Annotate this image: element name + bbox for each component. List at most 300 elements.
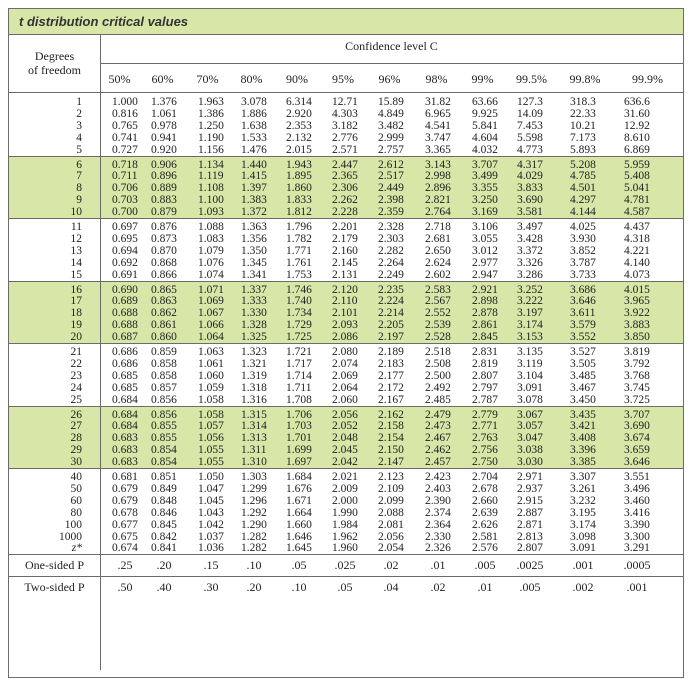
table-cell: 15.89 <box>378 96 404 108</box>
column-header: 95% <box>332 72 354 86</box>
table-cell: 3.143 <box>425 158 451 171</box>
table-cell: 2.189 <box>378 346 404 358</box>
table-cell: 4.604 <box>472 131 498 144</box>
table-cell: 1.664 <box>286 506 312 519</box>
table-cell: 3.707 <box>624 408 650 421</box>
two-sided-p-value: .005 <box>519 580 541 595</box>
table-cell: 0.686 <box>112 357 138 370</box>
table-cell: 3.690 <box>517 194 543 207</box>
table-cell: 3.505 <box>570 357 596 370</box>
table-cell: 2.447 <box>332 158 358 171</box>
table-cell: 7.453 <box>517 119 543 132</box>
table-cell: 3.497 <box>517 221 543 233</box>
table-cell: 2.359 <box>378 206 404 219</box>
table-cell: 0.694 <box>112 244 138 257</box>
table-cell: 1.895 <box>286 170 312 183</box>
table-cell: 12.71 <box>332 96 358 108</box>
one-sided-p-value: .0025 <box>516 558 544 573</box>
table-cell: 2.154 <box>378 432 404 445</box>
table-cell: 2.813 <box>517 530 543 543</box>
two-sided-p-value: .50 <box>117 580 133 595</box>
table-cell: 3.850 <box>624 331 650 344</box>
table-title: t distribution critical values <box>19 14 189 29</box>
table-cell: 2.081 <box>378 518 404 531</box>
table-cell: 3.551 <box>624 471 650 483</box>
table-cell: 2.624 <box>425 256 451 269</box>
table-cell: 2.779 <box>472 408 498 421</box>
table-cell: 3.182 <box>332 119 358 132</box>
table-cell: 3.499 <box>472 170 498 183</box>
table-cell: 4.015 <box>624 283 650 296</box>
table-cell: 2.539 <box>425 319 451 332</box>
table-cell: 2.390 <box>425 494 451 507</box>
table-cell: 2.080 <box>332 346 358 358</box>
table-cell: 2.845 <box>472 331 498 344</box>
table-cell: 5.041 <box>624 182 650 195</box>
df-cell: 16 <box>70 283 82 296</box>
table-cell: 2.937 <box>517 482 543 495</box>
table-cell: 3.055 <box>472 232 498 245</box>
table-cell: 3.135 <box>517 346 543 358</box>
table-cell: 2.626 <box>472 518 498 531</box>
df-cell: 26 <box>70 408 82 421</box>
table-cell: 4.501 <box>570 182 596 195</box>
table-cell: 2.861 <box>472 319 498 332</box>
table-cell: 14.09 <box>517 107 543 120</box>
table-cell: 1.323 <box>241 346 267 358</box>
df-cell: 18 <box>70 307 82 320</box>
df-cell: 14 <box>70 256 82 269</box>
table-cell: 2.485 <box>425 393 451 406</box>
table-cell: 0.697 <box>112 221 138 233</box>
table-cell: 3.252 <box>517 283 543 296</box>
table-cell: 2.602 <box>425 268 451 281</box>
table-cell: 1.100 <box>198 194 224 207</box>
table-cell: 0.684 <box>112 420 138 433</box>
table-cell: 2.374 <box>425 506 451 519</box>
table-cell: 2.353 <box>286 119 312 132</box>
table-cell: 3.460 <box>624 494 650 507</box>
table-cell: 3.527 <box>570 346 596 358</box>
df-cell: 80 <box>70 506 82 519</box>
table-cell: 0.690 <box>112 283 138 296</box>
table-cell: 3.416 <box>624 506 650 519</box>
table-cell: 3.768 <box>624 369 650 382</box>
table-cell: 3.030 <box>517 456 543 469</box>
table-cell: 1.740 <box>286 295 312 308</box>
df-cell: 21 <box>70 346 82 358</box>
table-cell: 2.639 <box>472 506 498 519</box>
table-cell: 1.886 <box>241 107 267 120</box>
table-cell: 3.091 <box>570 542 596 555</box>
table-cell: 2.750 <box>472 456 498 469</box>
table-cell: 0.681 <box>112 471 138 483</box>
table-cell: 2.009 <box>332 482 358 495</box>
table-cell: 3.291 <box>624 542 650 555</box>
table-cell: 2.398 <box>378 194 404 207</box>
df-cell: 2 <box>76 107 82 120</box>
table-cell: 2.120 <box>332 283 358 296</box>
table-cell: 1.812 <box>286 206 312 219</box>
table-cell: 3.421 <box>570 420 596 433</box>
table-cell: 2.831 <box>472 346 498 358</box>
table-cell: 2.228 <box>332 206 358 219</box>
column-header: 99% <box>471 72 494 86</box>
table-cell: 3.104 <box>517 369 543 382</box>
table-cell: 1.761 <box>286 256 312 269</box>
table-cell: 2.224 <box>378 295 404 308</box>
table-cell: 1.341 <box>241 268 267 281</box>
table-cell: 2.492 <box>425 381 451 394</box>
table-cell: 0.860 <box>151 331 177 344</box>
table-cell: 1.684 <box>286 471 312 483</box>
table-cell: 3.581 <box>517 206 543 219</box>
confidence-level-header: Confidence level C <box>345 39 438 53</box>
table-cell: 1.093 <box>198 206 224 219</box>
table-cell: 2.819 <box>472 357 498 370</box>
table-cell: 1.043 <box>198 506 224 519</box>
df-cell: 10 <box>70 206 82 219</box>
table-cell: 1.325 <box>241 331 267 344</box>
table-cell: 5.408 <box>624 170 650 183</box>
table-cell: 2.871 <box>517 518 543 531</box>
table-cell: 0.689 <box>112 295 138 308</box>
table-cell: 2.069 <box>332 369 358 382</box>
table-cell: 4.541 <box>425 119 451 132</box>
block-divider <box>9 156 683 157</box>
table-cell: 0.674 <box>112 542 138 555</box>
df-cell: 11 <box>70 221 82 233</box>
column-header: 99.5% <box>516 72 547 86</box>
table-cell: 2.763 <box>472 432 498 445</box>
table-cell: 0.741 <box>112 131 138 144</box>
table-cell: 2.214 <box>378 307 404 320</box>
table-cell: 2.528 <box>425 331 451 344</box>
table-cell: 2.423 <box>425 471 451 483</box>
table-cell: 127.3 <box>517 96 543 108</box>
table-cell: 31.60 <box>624 107 650 120</box>
table-cell: 2.921 <box>472 283 498 296</box>
table-cell: 0.861 <box>151 319 177 332</box>
table-cell: 3.385 <box>570 456 596 469</box>
table-cell: 0.718 <box>112 158 138 171</box>
table-cell: 3.450 <box>570 393 596 406</box>
table-cell: 0.870 <box>151 244 177 257</box>
table-cell: 3.174 <box>570 518 596 531</box>
table-cell: 2.093 <box>332 319 358 332</box>
table-cell: 3.396 <box>570 444 596 457</box>
table-cell: 0.685 <box>112 369 138 382</box>
table-cell: 2.048 <box>332 432 358 445</box>
table-cell: 2.179 <box>332 232 358 245</box>
table-cell: 2.807 <box>517 542 543 555</box>
df-cell: 12 <box>70 232 82 245</box>
block-divider <box>9 468 683 469</box>
table-cell: 1.729 <box>286 319 312 332</box>
table-cell: 3.174 <box>517 319 543 332</box>
table-cell: 2.000 <box>332 494 358 507</box>
table-cell: 2.764 <box>425 206 451 219</box>
table-cell: 0.686 <box>112 346 138 358</box>
column-header: 99.9% <box>632 72 663 86</box>
table-cell: 3.222 <box>517 295 543 308</box>
table-cell: 0.846 <box>151 506 177 519</box>
table-cell: 1.771 <box>286 244 312 257</box>
df-cell: z* <box>71 542 82 555</box>
table-cell: 1.067 <box>198 307 224 320</box>
table-cell: 3.355 <box>472 182 498 195</box>
two-sided-p-value: .20 <box>246 580 262 595</box>
table-cell: 1.119 <box>198 170 224 183</box>
table-cell: 2.971 <box>517 471 543 483</box>
two-sided-p-value: .02 <box>430 580 446 595</box>
table-cell: 0.677 <box>112 518 138 531</box>
table-cell: 3.078 <box>517 393 543 406</box>
table-body-bottom-line <box>9 554 683 555</box>
df-cell: 19 <box>70 319 82 332</box>
df-cell: 23 <box>70 369 82 382</box>
table-cell: 2.947 <box>472 268 498 281</box>
table-cell: 0.841 <box>151 542 177 555</box>
block-divider <box>9 406 683 407</box>
table-cell: 3.833 <box>517 182 543 195</box>
table-cell: 2.045 <box>332 444 358 457</box>
table-cell: 0.684 <box>112 393 138 406</box>
table-cell: 0.866 <box>151 268 177 281</box>
table-cell: 0.675 <box>112 530 138 543</box>
table-cell: 2.123 <box>378 471 404 483</box>
table-cell: 2.110 <box>332 295 358 308</box>
table-cell: 3.195 <box>570 506 596 519</box>
table-cell: 2.042 <box>332 456 358 469</box>
table-cell: 2.998 <box>425 170 451 183</box>
table-cell: 1.047 <box>198 482 224 495</box>
table-cell: 1.708 <box>286 393 312 406</box>
table-cell: 2.878 <box>472 307 498 320</box>
table-cell: 1.697 <box>286 456 312 469</box>
column-header: 99.8% <box>569 72 601 86</box>
table-cell: 2.086 <box>332 331 358 344</box>
table-cell: 0.683 <box>112 456 138 469</box>
table-cell: 2.197 <box>378 331 404 344</box>
table-cell: 2.757 <box>378 143 404 156</box>
table-cell: 1.372 <box>241 206 267 219</box>
table-cell: 2.462 <box>425 444 451 457</box>
table-cell: 3.792 <box>624 357 650 370</box>
header-bottom-line <box>9 92 683 93</box>
df-cell: 1000 <box>59 530 82 543</box>
table-cell: 0.859 <box>151 346 177 358</box>
table-cell: 1.058 <box>198 393 224 406</box>
table-cell: 9.925 <box>472 107 498 120</box>
one-sided-p-value: .005 <box>474 558 496 573</box>
table-cell: 2.678 <box>472 482 498 495</box>
table-cell: 5.208 <box>570 158 596 171</box>
table-cell: 3.038 <box>517 444 543 457</box>
table-cell: 2.797 <box>472 381 498 394</box>
table-cell: 2.306 <box>332 182 358 195</box>
table-cell: 318.3 <box>570 96 596 108</box>
table-cell: 1.316 <box>241 393 267 406</box>
table-cell: 3.787 <box>570 256 596 269</box>
table-cell: 31.82 <box>425 96 451 108</box>
table-cell: 0.906 <box>151 158 177 171</box>
table-cell: 4.318 <box>624 232 650 245</box>
column-header: 96% <box>378 72 401 86</box>
table-cell: 1.315 <box>241 408 267 421</box>
table-cell: 3.922 <box>624 307 650 320</box>
table-cell: 2.977 <box>472 256 498 269</box>
block-divider <box>9 343 683 344</box>
table-cell: 3.250 <box>472 194 498 207</box>
two-sided-p-value: .01 <box>477 580 493 595</box>
table-cell: 2.567 <box>425 295 451 308</box>
table-cell: 0.816 <box>112 107 138 120</box>
table-cell: 3.078 <box>241 96 267 108</box>
table-cell: 1.313 <box>241 432 267 445</box>
table-cell: 1.319 <box>241 369 267 382</box>
table-cell: 4.029 <box>517 170 543 183</box>
df-cell: 100 <box>64 518 82 531</box>
dof-column-divider <box>100 35 101 670</box>
column-header: 98% <box>425 72 448 86</box>
table-cell: 1.383 <box>241 194 267 207</box>
table-cell: 1.064 <box>198 331 224 344</box>
table-cell: 1.386 <box>198 107 224 120</box>
table-cell: 0.879 <box>151 206 177 219</box>
table-cell: 1.311 <box>241 444 267 457</box>
table-cell: 2.177 <box>378 369 404 382</box>
df-cell: 29 <box>70 444 82 457</box>
table-cell: 0.845 <box>151 518 177 531</box>
table-cell: 1.037 <box>198 530 224 543</box>
table-cell: 2.015 <box>286 143 312 156</box>
table-cell: 2.612 <box>378 158 404 171</box>
df-cell: 3 <box>76 119 82 132</box>
table-cell: 4.032 <box>472 143 498 156</box>
table-cell: 0.941 <box>151 131 177 144</box>
table-cell: 0.863 <box>151 295 177 308</box>
df-cell: 7 <box>76 170 82 183</box>
table-cell: 4.587 <box>624 206 650 219</box>
table-cell: 1.711 <box>286 381 312 394</box>
table-cell: 3.725 <box>624 393 650 406</box>
table-cell: 0.854 <box>151 444 177 457</box>
table-cell: 5.959 <box>624 158 650 171</box>
table-cell: 1.058 <box>198 408 224 421</box>
table-cell: 1.376 <box>151 96 177 108</box>
two-sided-p-value: .10 <box>291 580 307 595</box>
table-cell: 2.074 <box>332 357 358 370</box>
table-cell: 1.303 <box>241 471 267 483</box>
table-cell: 2.821 <box>425 194 451 207</box>
table-cell: 3.047 <box>517 432 543 445</box>
table-cell: 1.645 <box>286 542 312 555</box>
df-cell: 30 <box>70 456 82 469</box>
table-cell: 2.718 <box>425 221 451 233</box>
df-cell: 5 <box>76 143 82 156</box>
table-cell: 2.132 <box>286 131 312 144</box>
table-cell: 2.109 <box>378 482 404 495</box>
df-cell: 40 <box>70 471 82 483</box>
table-cell: 1.753 <box>286 268 312 281</box>
table-cell: 2.479 <box>425 408 451 421</box>
table-cell: 1.676 <box>286 482 312 495</box>
table-cell: 1.746 <box>286 283 312 296</box>
table-cell: 1.337 <box>241 283 267 296</box>
table-cell: 4.144 <box>570 206 596 219</box>
table-cell: 3.012 <box>472 244 498 257</box>
table-cell: 2.771 <box>472 420 498 433</box>
table-cell: 2.583 <box>425 283 451 296</box>
table-cell: 1.703 <box>286 420 312 433</box>
table-cell: 1.318 <box>241 381 267 394</box>
table-cell: 1.055 <box>198 456 224 469</box>
one-sided-p-value: .05 <box>291 558 307 573</box>
table-cell: 0.848 <box>151 494 177 507</box>
table-cell: 2.581 <box>472 530 498 543</box>
two-sided-p-value: .30 <box>203 580 219 595</box>
table-cell: 1.045 <box>198 494 224 507</box>
table-cell: 3.496 <box>624 482 650 495</box>
column-header: 60% <box>151 72 174 86</box>
table-cell: 1.000 <box>112 96 138 108</box>
table-cell: 1.190 <box>198 131 224 144</box>
table-cell: 2.896 <box>425 182 451 195</box>
two-sided-p-label: Two-sided P <box>24 580 85 595</box>
table-cell: 4.073 <box>624 268 650 281</box>
table-cell: 1.321 <box>241 357 267 370</box>
table-cell: 2.054 <box>378 542 404 555</box>
table-cell: 2.052 <box>332 420 358 433</box>
table-cell: 2.473 <box>425 420 451 433</box>
table-cell: 1.990 <box>332 506 358 519</box>
table-cell: 3.819 <box>624 346 650 358</box>
degrees-of-freedom-header <box>9 49 100 77</box>
table-cell: 2.328 <box>378 221 404 233</box>
table-cell: 1.066 <box>198 319 224 332</box>
table-cell: 0.862 <box>151 307 177 320</box>
table-cell: 0.695 <box>112 232 138 245</box>
table-cell: 636.6 <box>624 96 650 108</box>
column-header: 50% <box>108 72 131 86</box>
table-cell: 0.889 <box>151 182 177 195</box>
df-cell: 6 <box>76 158 82 171</box>
table-cell: 1.714 <box>286 369 312 382</box>
table-cell: 2.150 <box>378 444 404 457</box>
table-cell: 3.232 <box>570 494 596 507</box>
table-cell: 63.66 <box>472 96 498 108</box>
table-cell: 3.091 <box>517 381 543 394</box>
table-cell: 1.296 <box>241 494 267 507</box>
table-cell: 3.390 <box>624 518 650 531</box>
table-cell: 1.050 <box>198 471 224 483</box>
table-cell: 0.858 <box>151 357 177 370</box>
table-cell: 4.221 <box>624 244 650 257</box>
table-cell: 2.158 <box>378 420 404 433</box>
table-cell: 2.915 <box>517 494 543 507</box>
column-header: 80% <box>240 72 263 86</box>
table-cell: 2.099 <box>378 494 404 507</box>
df-cell: 20 <box>70 331 82 344</box>
table-cell: 4.849 <box>378 107 404 120</box>
table-cell: 4.140 <box>624 256 650 269</box>
table-cell: 1.963 <box>198 96 224 108</box>
table-cell: 3.098 <box>570 530 596 543</box>
table-cell: 2.101 <box>332 307 358 320</box>
table-cell: 3.707 <box>472 158 498 171</box>
table-cell: 3.611 <box>570 307 596 320</box>
